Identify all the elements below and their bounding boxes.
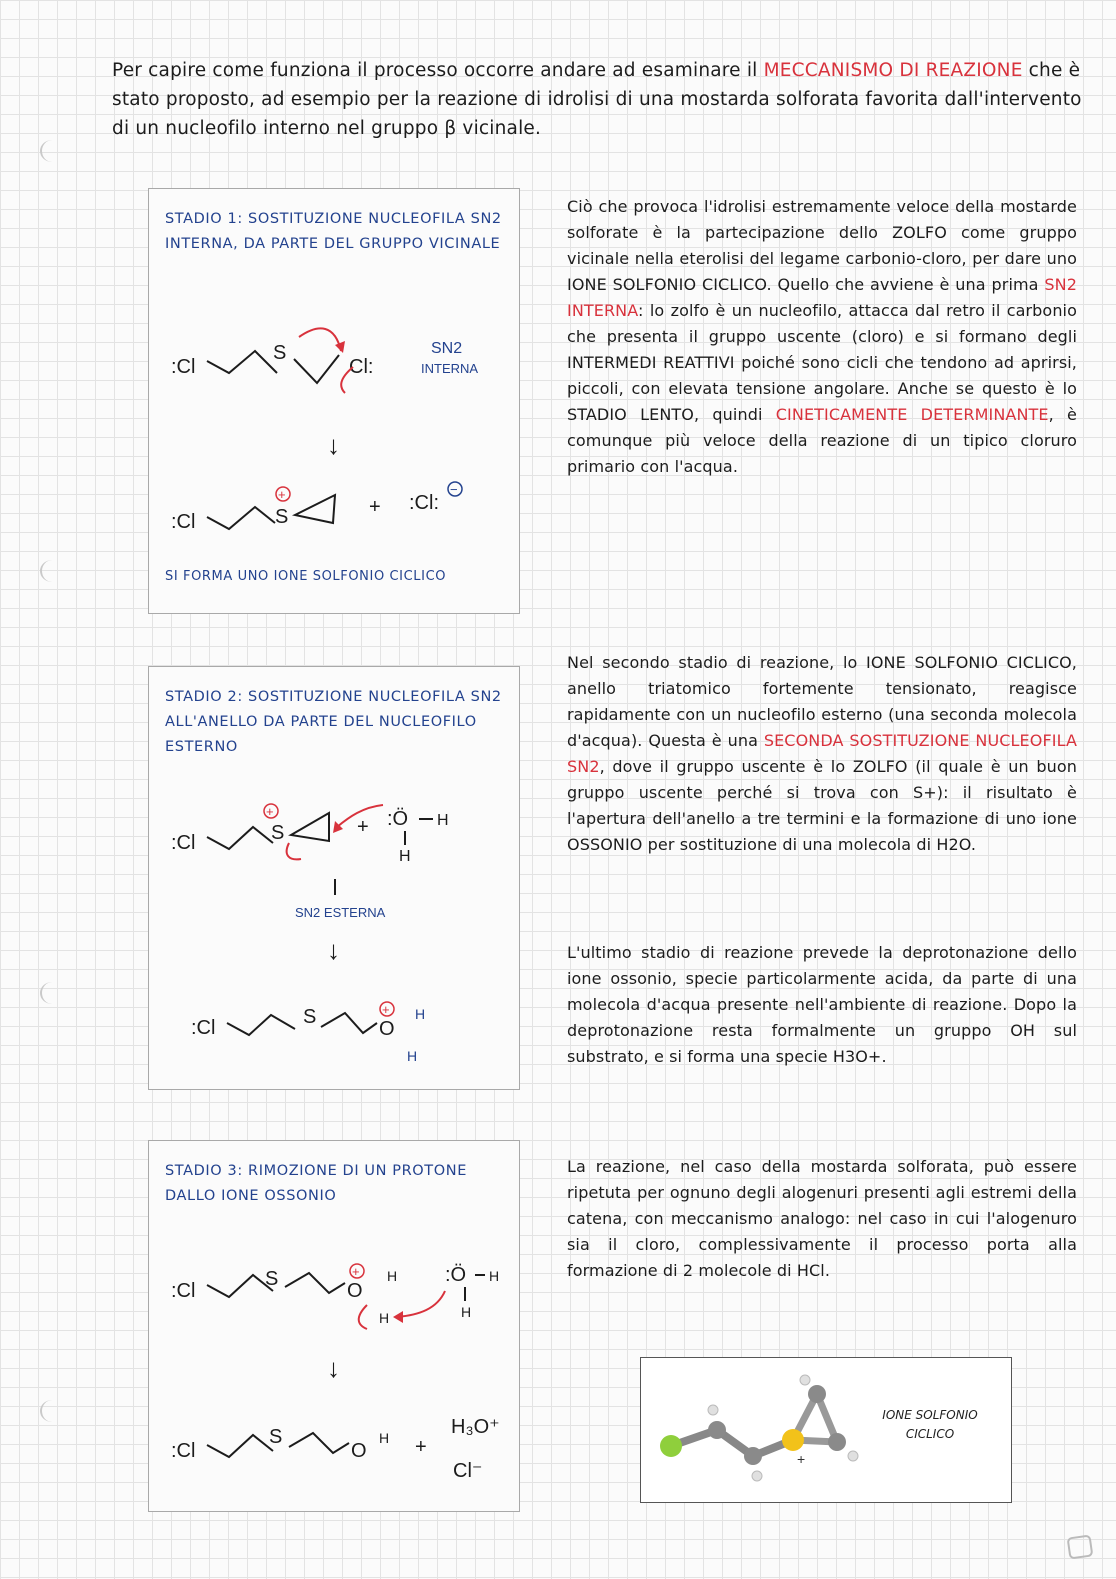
text: , dove il gruppo uscente è lo ZOLFO (il quale è un buon gruppo uscente perché si trova con S+): il risultato è l'apertura dell'anello a tre termini e la formazione di uno ione OSSONIO per sostituzione di una molecola di H2O.	[567, 757, 1077, 854]
binder-hole	[40, 560, 64, 582]
paragraph-4	[567, 1154, 1077, 1284]
highlight: CINETICAMENTE DETERMINANTE	[775, 405, 1049, 424]
ossonio-h2: H	[407, 1048, 418, 1064]
intro-highlight: MECCANISMO DI REAZIONE	[763, 60, 1023, 81]
plus-sign: +	[357, 816, 369, 838]
highlight: SECONDA SOSTITUZIONE NUCLEOFILA SN2	[567, 731, 1078, 776]
product-s: S	[303, 1006, 317, 1028]
paragraph-1	[567, 194, 1077, 480]
carbon-atom	[808, 1385, 826, 1403]
text: Dopo la deprotonazione resta formalmente un gruppo OH sul substrato, e si forma una specie H3O+.	[567, 995, 1077, 1066]
highlight: SN2 INTERNA	[567, 275, 1077, 320]
product-h: H	[379, 1430, 390, 1446]
binder-hole	[40, 982, 64, 1004]
intro-part: che è stato proposto, ad esempio per la reazione di idrolisi di una mostarda solforata favorita dall'intervento di un nucleofilo interno nel gruppo β vicinale.	[112, 60, 1082, 139]
ossonio-h1: H	[387, 1268, 398, 1284]
plus-sign: +	[369, 496, 381, 518]
stage1-title: STADIO 1: SOSTITUZIONE NUCLEOFILA SN2 INTERNA, DA PARTE DEL GRUPPO VICINALE	[165, 211, 502, 252]
ossonio-h2: H	[379, 1310, 390, 1326]
water-h2: H	[399, 848, 411, 865]
interna-label: INTERNA	[421, 361, 479, 376]
plus-charge: +	[382, 1002, 390, 1017]
plus-charge: +	[278, 487, 286, 502]
reaction-arrow: ↓	[327, 1353, 340, 1383]
sulfur-atom: S	[273, 342, 287, 364]
product-o: O	[351, 1440, 367, 1462]
cl-left: :Cl	[171, 1280, 196, 1302]
carbon-atom	[828, 1433, 846, 1451]
text: Anche se questo è lo STADIO LENTO, quindi	[567, 379, 1078, 424]
model-label	[875, 1406, 985, 1444]
binder-hole	[40, 1400, 64, 1422]
stage3-title: STADIO 3: RIMOZIONE DI UN PROTONE DALLO IONE OSSONIO	[165, 1163, 467, 1204]
water-h1: H	[489, 1268, 500, 1284]
cl-product: :Cl	[171, 511, 196, 533]
stage2-title: STADIO 2: SOSTITUZIONE NUCLEOFILA SN2 ALL'ANELLO DA PARTE DEL NUCLEOFILO ESTERNO	[165, 689, 502, 755]
text: La reazione, nel caso della mostarda solforata, può essere ripetuta per ognuno degli alogenuri presenti agli estremi della catena, con meccanismo analogo: nel caso in cui l'alogenuro sia il cloro, complessivamente il processo porta alla formazione di 2 molecole di HCl.	[567, 1157, 1077, 1280]
sn2-label: SN2	[431, 340, 463, 357]
sn2-esterna-label: SN2 ESTERNA	[295, 905, 386, 920]
text: : lo zolfo è un nucleofilo, attacca dal retro il carbonio che presenta il gruppo uscente (cloro) e si formano degli INTERMEDI REATTIVI poiché sono cicli che tendono ad aprirsi, piccoli, con elevata tensione angolare.	[567, 301, 1077, 398]
paragraph-3	[567, 940, 1077, 1070]
text: L'ultimo stadio di reazione prevede la deprotonazione dello ione ossonio, specie particolarmente acida, da parte di una molecola d'acqua presente nell'ambiente di reazione.	[567, 943, 1077, 1014]
cl-right: Cl:	[349, 356, 374, 378]
text: , è comunque più veloce della reazione di un tipico cloruro primario con l'acqua.	[567, 405, 1077, 476]
stage1-caption: SI FORMA UNO IONE SOLFONIO CICLICO	[165, 569, 447, 584]
text: Nel secondo stadio di reazione, lo IONE SOLFONIO CICLICO, anello triatomico fortemente tensionato, reagisce rapidamente con un nucleofilo esterno (una seconda molecola d'acqua). Questa è una	[567, 653, 1077, 750]
product-cl: :Cl	[191, 1017, 216, 1039]
product-cl: :Cl	[171, 1440, 196, 1462]
stage1-box	[148, 188, 520, 614]
product-s: S	[269, 1426, 283, 1448]
model-label-line: IONE SOLFONIO	[882, 1408, 978, 1422]
sulfonium-s: S	[271, 822, 285, 844]
plus-charge: +	[352, 1264, 360, 1279]
minus-charge: −	[450, 482, 458, 497]
plus-charge: +	[266, 804, 274, 819]
stage3-scheme	[149, 1141, 519, 1511]
cl-left: :Cl	[171, 356, 196, 378]
water-oxygen: :Ö	[387, 808, 409, 830]
water-oxygen: :Ö	[445, 1264, 467, 1286]
plus-sign: +	[415, 1436, 427, 1458]
model-plus: +	[797, 1451, 806, 1467]
binder-hole	[40, 140, 64, 162]
stage3-box	[148, 1140, 520, 1512]
molecule-model	[640, 1357, 1012, 1503]
text: Ciò che provoca l'idrolisi estremamente veloce della mostarde solforate è la partecipazione dello ZOLFO come gruppo vicinale nella eterolisi del legame carbonio-cloro, per dare uno IONE SOLFONIO CICLICO.	[567, 197, 1077, 294]
s-atom: S	[265, 1268, 279, 1290]
water-h2: H	[461, 1304, 472, 1320]
carbon-atom	[708, 1421, 726, 1439]
ossonio-h1: H	[415, 1006, 426, 1022]
water-h1: H	[437, 812, 449, 829]
intro-part: Per capire come funziona il processo occorre andare ad esaminare il	[112, 60, 764, 81]
carbon-atom	[744, 1447, 762, 1465]
text: Quello che avviene è una prima	[777, 275, 1045, 294]
stage1-scheme	[149, 189, 519, 613]
chlorine-atom	[660, 1435, 682, 1457]
stage2-box	[148, 666, 520, 1090]
sulfonium-s: S	[275, 506, 289, 528]
reaction-arrow: ↓	[327, 935, 340, 965]
ossonio-o: O	[379, 1018, 395, 1040]
model-label-line: CICLICO	[905, 1427, 955, 1441]
paragraph-2	[567, 650, 1077, 858]
reaction-arrow: ↓	[327, 430, 340, 460]
hydronium: H₃O⁺	[451, 1416, 500, 1438]
ossonio-o: O	[347, 1280, 363, 1302]
chloride: Cl⁻	[453, 1460, 483, 1482]
intro-text	[112, 56, 1084, 143]
sulfur-atom	[782, 1429, 804, 1451]
page-corner-mark	[1067, 1534, 1094, 1559]
cl-left: :Cl	[171, 832, 196, 854]
chloride-ion: :Cl:	[409, 492, 439, 514]
stage2-scheme	[149, 667, 519, 1089]
